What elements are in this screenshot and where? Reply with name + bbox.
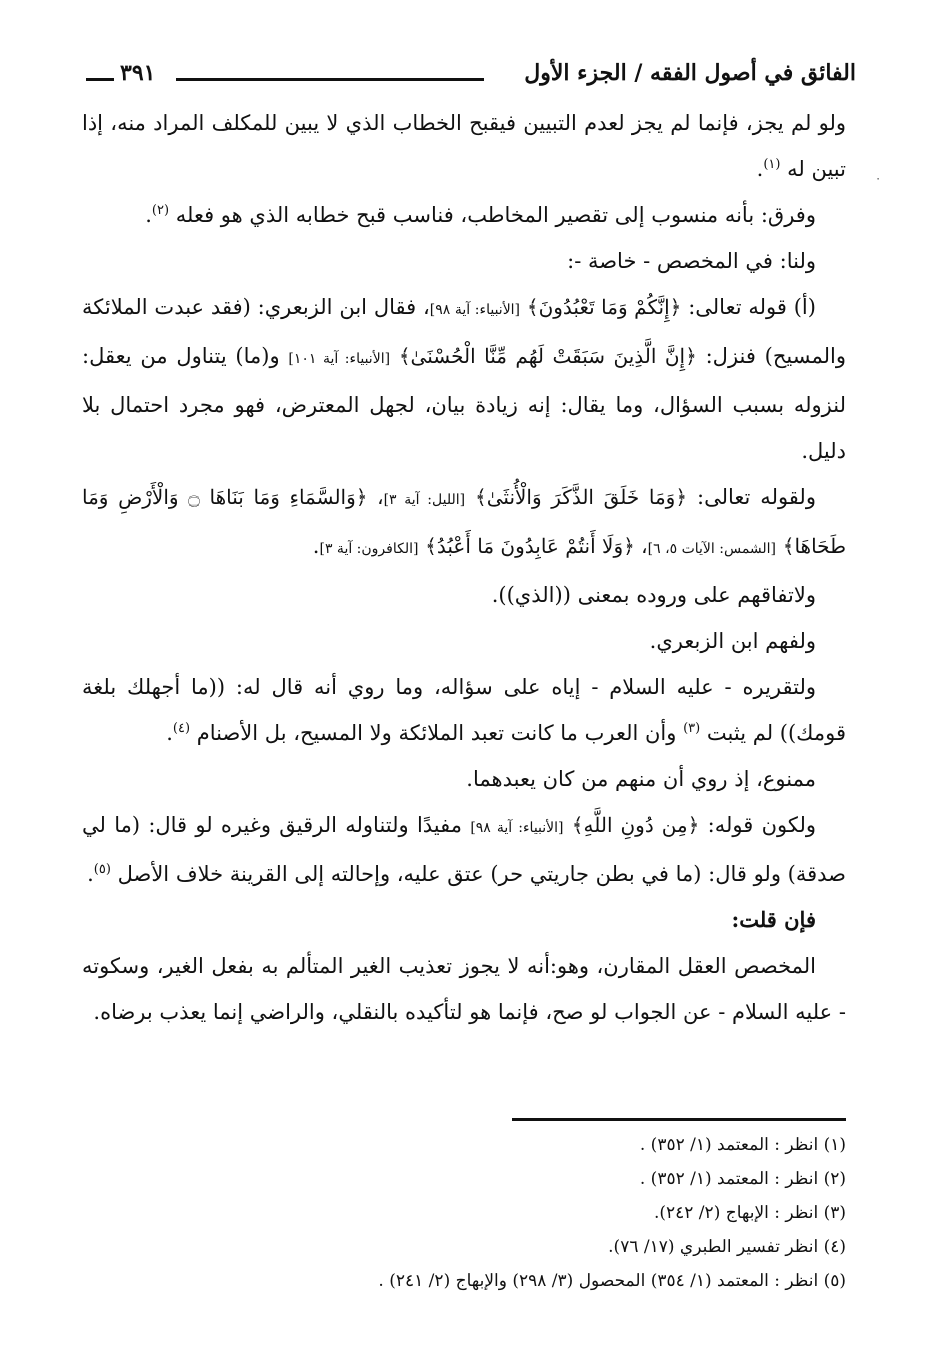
footnotes bbox=[82, 1128, 846, 1298]
verse-ref: [الأنبياء: آية ١٠١] bbox=[288, 351, 391, 367]
section-heading: فإن قلت: bbox=[731, 907, 816, 932]
paragraph: ولو لم يجز، فإنما لم يجز لعدم التبيين فيقبح الخطاب الذي لا يبين للمكلف المراد منه، إذا تبين له $^{(١)}$. bbox=[82, 111, 846, 181]
paragraph: ممنوع، إذ روي أن منهم من كان يعبدهما. bbox=[466, 767, 816, 791]
paragraph: (أ) قوله تعالى: ﴿إِنَّكُمْ وَمَا تَعْبُدُونَ﴾ [الأنبياء: آية ٩٨]، فقال ابن الزبعري: (فقد عبدت الملائكة والمسيح) فنزل: ﴿إِنَّ الَّذِينَ سَبَقَتْ لَهُم مِّنَّا الْحُسْنَىٰ﴾ [الأنبياء: آية ١٠١] و(ما) يتناول من يعقل: لنزوله بسبب السؤال، وما يقال: إنه زيادة بيان، لجهل المعترض، فهو مجرد احتمال بلا دليل. bbox=[82, 295, 847, 463]
paragraph: المخصص العقل المقارن، وهو:أنه لا يجوز تعذيب الغير المتألم به بفعل الغير، وسكوته - عليه السلام - عن الجواب لو صح، فإنما هو لتأكيده بالنقلي، والراضي إنما يعذب برضاه. bbox=[82, 954, 846, 1024]
verse-ref: [الأنبياء: آية ٩٨] bbox=[470, 820, 564, 836]
footnote: (٣) انظر : الإبهاج (٢/ ٢٤٢). bbox=[653, 1203, 846, 1223]
margin-mark: ⋅ bbox=[876, 172, 881, 186]
footnote: (١) انظر : المعتمد (١/ ٣٥٢) . bbox=[639, 1135, 846, 1155]
verse-ref: [الأنبياء: آية ٩٨] bbox=[429, 302, 521, 318]
verse-ref: [الليل: آية ٣] bbox=[383, 492, 466, 508]
paragraph: ولنا: في المخصص - خاصة -: bbox=[567, 249, 816, 273]
header-title: الفائق في أصول الفقه / الجزء الأول bbox=[524, 60, 856, 86]
footnote: (٥) انظر : المعتمد (١/ ٣٥٤) المحصول (٣/ ٢٩٨) والإبهاج (٢/ ٢٤١) . bbox=[378, 1271, 846, 1291]
footnote-separator bbox=[512, 1118, 846, 1121]
quran-quote: ﴿إِنَّ الَّذِينَ سَبَقَتْ لَهُم مِّنَّا الْحُسْنَىٰ﴾ bbox=[398, 344, 697, 368]
verse-ref: [الشمس: الآيات ٥، ٦] bbox=[647, 541, 777, 557]
quran-quote: ، ﴿وَلَا أَنتُمْ عَابِدُونَ مَا أَعْبُدُ﴾ bbox=[425, 534, 648, 558]
header-rule bbox=[176, 78, 484, 81]
paragraph: ولقوله تعالى: ﴿وَمَا خَلَقَ الذَّكَرَ وَالْأُنثَىٰ﴾ [الليل: آية ٣]، ﴿وَالسَّمَاءِ وَمَا بَنَاهَا ۝ وَالْأَرْضِ وَمَا طَحَاهَا﴾ [الشمس: الآيات ٥، ٦]، ﴿وَلَا أَنتُمْ عَابِدُونَ مَا أَعْبُدُ﴾ [الكافرون: آية ٣]. bbox=[82, 485, 846, 558]
footnote-ref[interactable]: (٣) bbox=[683, 721, 701, 736]
paragraph: ولكون قوله: ﴿مِن دُونِ اللَّهِ﴾ [الأنبياء: آية ٩٨] مفيدًا ولتناوله الرقيق وغيره لو قال: (ما لي صدقة) ولو قال: (ما في بطن جاريتي حر) عتق عليه، وإحالته إلى القرينة خلاف الأصل $^{(٥)}$. bbox=[82, 813, 846, 886]
paragraph: ولاتفاقهم على وروده بمعنى ((الذي)). bbox=[491, 583, 816, 607]
verse-ref: [الكافرون: آية ٣] bbox=[319, 541, 419, 557]
footnote-ref[interactable]: (٥) bbox=[93, 862, 111, 877]
quran-quote: ﴿مِن دُونِ اللَّهِ﴾ bbox=[571, 813, 700, 837]
footnote-ref[interactable]: (٤) bbox=[172, 721, 191, 736]
quran-quote: ﴿إِنَّكُمْ وَمَا تَعْبُدُونَ﴾ bbox=[526, 295, 682, 319]
paragraph: وفرق: بأنه منسوب إلى تقصير المخاطب، فناسب قبح خطابه الذي هو فعله $^{(٢)}$. bbox=[145, 203, 816, 227]
paragraph: ولتقريره - عليه السلام - إياه على سؤاله، وما روي أنه قال له: ((ما أجهلك بلغة قومك)) لم يثبت $^{(٣)}$ وأن العرب ما كانت تعبد الملائكة ولا المسيح، بل الأصنام $^{(٤)}$. bbox=[82, 675, 846, 745]
running-header bbox=[86, 60, 856, 94]
page-number: ٣٩١ bbox=[120, 60, 156, 86]
quran-quote: ﴿وَمَا خَلَقَ الذَّكَرَ وَالْأُنثَىٰ﴾ bbox=[475, 485, 688, 509]
footnote-ref[interactable]: (١) bbox=[763, 157, 781, 172]
footnote: (٤) انظر تفسير الطبري (١٧/ ٧٦). bbox=[608, 1237, 846, 1257]
header-lead-rule bbox=[86, 78, 114, 81]
main-text bbox=[82, 100, 846, 1035]
quran-quote: ، ﴿وَالسَّمَاءِ وَمَا بَنَاهَا ۝ وَالْأَرْضِ وَمَا طَحَاهَا﴾ bbox=[82, 485, 846, 558]
footnote: (٢) انظر : المعتمد (١/ ٣٥٢) . bbox=[639, 1169, 846, 1189]
paragraph: ولفهم ابن الزبعري. bbox=[649, 629, 816, 653]
footnote-ref[interactable]: (٢) bbox=[151, 203, 170, 218]
